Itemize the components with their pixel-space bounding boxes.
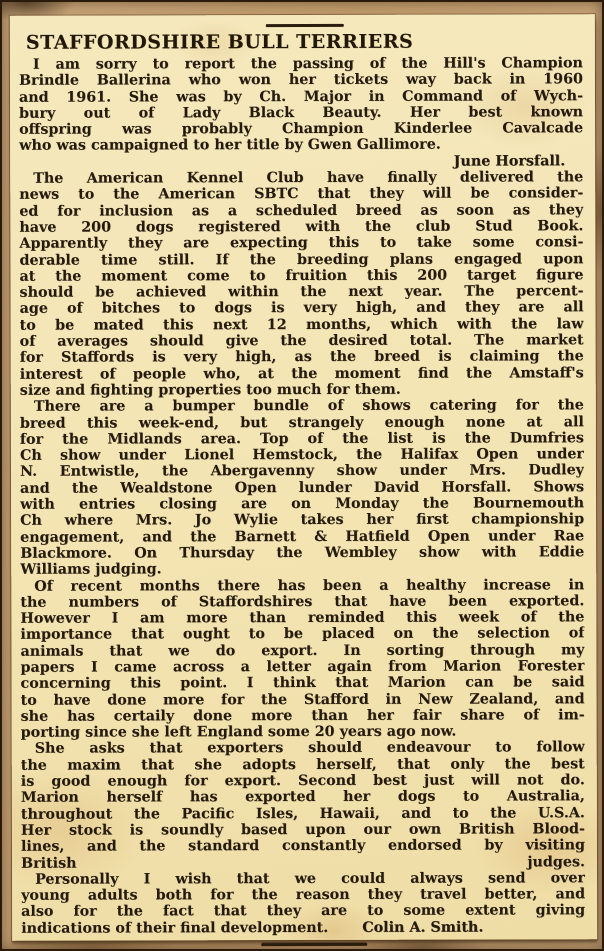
- text-line: There are a bumper bundle of shows catering for the: [33, 397, 584, 415]
- text-line: and 1961. She was by Ch. Major in Command of Wych-: [18, 87, 584, 106]
- text-line: Her stock is soundly based upon our own British Blood-: [20, 821, 585, 839]
- text-line: Personally I wish that we could always send over: [35, 870, 586, 888]
- text-line: Apparently they are expecting this to take some consi-: [19, 234, 584, 253]
- text-line: offspring was probably Champion Kinderlee Cavalcade: [19, 120, 584, 138]
- text-line: papers I came across a letter again from Marion Forester: [20, 658, 585, 676]
- text-line: with entries closing are on Monday the Bournemouth: [20, 495, 585, 513]
- article-column: [19, 55, 585, 947]
- signature-colin-a-smith: Colin A. Smith.: [362, 919, 484, 936]
- text-line: porting since she left England some 20 years ago now.: [20, 723, 457, 741]
- text-line: have 200 dogs registered with the club Stud Book.: [19, 218, 584, 236]
- text-line: at the moment come to fruition this 200 target figure: [19, 267, 584, 285]
- text-line: who was campaigned to her title by Gwen Gallimore.: [19, 137, 441, 155]
- text-line: the numbers of Staffordshires that have been exported.: [20, 593, 585, 611]
- top-divider-rule: [266, 24, 344, 27]
- bottom-divider-rule: [261, 943, 367, 946]
- text-line: young adults both for the reason they travel better, and: [21, 886, 586, 904]
- text-line: Brindle Ballerina who won her tickets way back in 1960: [18, 71, 583, 90]
- text-line: However I am more than reminded this week of the: [20, 609, 585, 627]
- newspaper-clipping: [10, 14, 597, 941]
- text-line: is good enough for export. Second best just will not do.: [20, 772, 585, 790]
- text-line: British judges.: [20, 853, 586, 872]
- text-line: Blackmore. On Thursday the Wembley show with Eddie: [20, 544, 585, 562]
- text-line: to have done more for the Stafford in New Zealand, and: [20, 690, 585, 709]
- text-line: ed for inclusion as a scheduled breed as soon as they: [19, 201, 584, 220]
- text-line: Williams judging.: [20, 561, 162, 578]
- text-line: The American Kennel Club have finally delivered the: [33, 169, 584, 187]
- text-line: she has certaily done more than her fair share of im-: [20, 707, 585, 725]
- text-line: the maxim that she adopts herself, that only the best: [20, 756, 585, 774]
- text-line: bury out of Lady Black Beauty. Her best known: [19, 104, 584, 122]
- text-line: animals that we do export. In sorting through my: [20, 641, 585, 660]
- text-line: throughout the Pacific Isles, Hawaii, and to the U.S.A.: [20, 804, 585, 823]
- paragraph-akc-news: [19, 169, 584, 399]
- text-line: also for the fact that they are to some extent giving: [21, 902, 586, 921]
- text-line: age of bitches to dogs is very high, and they are all: [19, 299, 584, 318]
- text-line: should be achieved within the next year. The percent-: [19, 283, 584, 301]
- text-line: for the Midlands area. Top of the list is the Dumfries: [19, 430, 584, 448]
- text-line: Of recent months there has been a healthy increase in: [34, 576, 585, 595]
- text-line: interest of people who, at the moment find the Amstaff's: [19, 364, 584, 383]
- text-line: N. Entwistle, the Abergavenny show under Mrs. Dudley: [19, 462, 585, 481]
- text-line: concerning this point. I think that Marion can be said: [20, 674, 585, 693]
- text-line: I am sorry to report the passing of the Hill's Champion: [32, 55, 583, 73]
- byline-june-horsfall: June Horsfall.: [453, 153, 566, 170]
- closing-line-text: indications of their final development.: [21, 919, 329, 937]
- paragraph-weekend-shows: [20, 398, 584, 579]
- text-line: breed this week-end, but strangely enough none at all: [19, 413, 584, 432]
- text-line: of averages should give the desired total. The market: [19, 332, 584, 350]
- text-line: and the Wealdstone Open lunder David Horsfall. Shows: [20, 478, 585, 497]
- text-line: to be mated this next 12 months, which with the law: [19, 316, 584, 334]
- paragraph-closing: [21, 870, 585, 920]
- text-line: size and fighting properties too much for them.: [19, 381, 401, 399]
- text-line: lines, and the standard constantly endorsed by visiting: [20, 837, 585, 855]
- text-line: derable time still. If the breeding plans engaged upon: [19, 250, 584, 269]
- text-line: She asks that exporters should endeavour to follow: [34, 739, 585, 758]
- text-line: for Staffords is very high, as the breed is claiming the: [19, 348, 584, 367]
- text-line: Ch where Mrs. Jo Wylie takes her first championship: [20, 511, 585, 530]
- text-line: news to the American SBTC that they will be consider-: [19, 185, 584, 204]
- paragraph-obituary: [19, 55, 583, 154]
- paragraph-marion-advice: [21, 740, 585, 872]
- text-line: importance that ought to be placed on the selection of: [20, 625, 585, 644]
- text-line: Marion herself has exported her dogs to Australia,: [20, 788, 585, 807]
- closing-line-row: [21, 919, 585, 937]
- text-line: engagement, and the Barnett & Hatfield Open under Rae: [20, 527, 585, 546]
- text-line: Ch show under Lionel Hemstock, the Halifax Open under: [19, 446, 584, 464]
- paragraph-exports: [20, 577, 584, 741]
- article-headline: STAFFORDSHIRE BULL TERRIERS: [25, 30, 414, 54]
